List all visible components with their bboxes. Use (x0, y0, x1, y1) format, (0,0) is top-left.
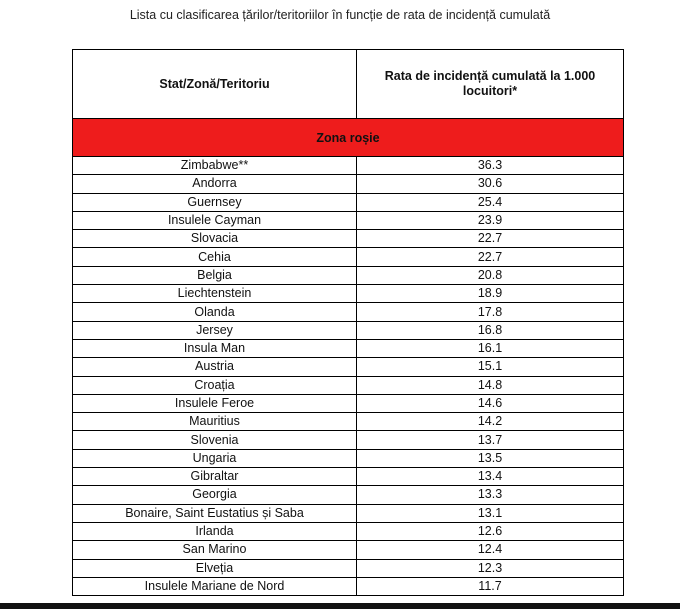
country-cell: Cehia (73, 248, 357, 266)
table-row (73, 285, 624, 303)
header-rate: Rata de incidență cumulată la 1.000 locuitori* (357, 50, 624, 119)
table-row (73, 522, 624, 540)
country-cell: Elveția (73, 559, 357, 577)
table-body (73, 50, 624, 596)
country-cell: Gibraltar (73, 468, 357, 486)
header-country: Stat/Zonă/Teritoriu (73, 50, 357, 119)
table-row (73, 431, 624, 449)
table-row (73, 175, 624, 193)
country-cell: Andorra (73, 175, 357, 193)
rate-cell: 16.8 (357, 321, 624, 339)
country-cell: Mauritius (73, 413, 357, 431)
rate-cell: 17.8 (357, 303, 624, 321)
country-cell: Bonaire, Saint Eustatius și Saba (73, 504, 357, 522)
table-row (73, 321, 624, 339)
zone-row (73, 119, 624, 157)
rate-cell: 12.4 (357, 541, 624, 559)
country-cell: Insulele Mariane de Nord (73, 577, 357, 595)
header-row (73, 50, 624, 119)
table-row (73, 211, 624, 229)
table-row (73, 193, 624, 211)
rate-cell: 12.6 (357, 522, 624, 540)
rate-cell: 16.1 (357, 339, 624, 357)
rate-cell: 18.9 (357, 285, 624, 303)
country-cell: Slovenia (73, 431, 357, 449)
table-row (73, 559, 624, 577)
rate-cell: 15.1 (357, 358, 624, 376)
bottom-edge-bar (0, 603, 680, 609)
country-cell: Croația (73, 376, 357, 394)
rate-cell: 14.8 (357, 376, 624, 394)
country-cell: Guernsey (73, 193, 357, 211)
country-cell: Insula Man (73, 339, 357, 357)
country-cell: Insulele Feroe (73, 394, 357, 412)
country-cell: Zimbabwe** (73, 157, 357, 175)
country-cell: Ungaria (73, 449, 357, 467)
country-cell: Austria (73, 358, 357, 376)
rate-cell: 20.8 (357, 266, 624, 284)
rate-cell: 22.7 (357, 230, 624, 248)
country-cell: Slovacia (73, 230, 357, 248)
table-row (73, 339, 624, 357)
rate-cell: 13.3 (357, 486, 624, 504)
table-row (73, 541, 624, 559)
table-row (73, 157, 624, 175)
country-cell: Georgia (73, 486, 357, 504)
table-row (73, 394, 624, 412)
country-cell: Belgia (73, 266, 357, 284)
country-cell: San Marino (73, 541, 357, 559)
rate-cell: 23.9 (357, 211, 624, 229)
rate-cell: 22.7 (357, 248, 624, 266)
incidence-table (72, 49, 624, 596)
rate-cell: 13.1 (357, 504, 624, 522)
rate-cell: 13.7 (357, 431, 624, 449)
page-title: Lista cu clasificarea țărilor/teritoriilor în funcție de rata de incidență cumulată (129, 8, 551, 22)
rate-cell: 12.3 (357, 559, 624, 577)
rate-cell: 14.6 (357, 394, 624, 412)
table-row (73, 449, 624, 467)
zone-label: Zona roșie (73, 119, 624, 157)
table-row (73, 230, 624, 248)
rate-cell: 13.5 (357, 449, 624, 467)
rate-cell: 36.3 (357, 157, 624, 175)
country-cell: Jersey (73, 321, 357, 339)
rate-cell: 30.6 (357, 175, 624, 193)
table-row (73, 468, 624, 486)
country-cell: Insulele Cayman (73, 211, 357, 229)
rate-cell: 13.4 (357, 468, 624, 486)
country-cell: Irlanda (73, 522, 357, 540)
table-row (73, 266, 624, 284)
table-row (73, 376, 624, 394)
table-row (73, 248, 624, 266)
table-row (73, 577, 624, 595)
table-row (73, 358, 624, 376)
country-cell: Olanda (73, 303, 357, 321)
rate-cell: 25.4 (357, 193, 624, 211)
rate-cell: 11.7 (357, 577, 624, 595)
table-row (73, 413, 624, 431)
country-cell: Liechtenstein (73, 285, 357, 303)
table-row (73, 486, 624, 504)
table-row (73, 303, 624, 321)
rate-cell: 14.2 (357, 413, 624, 431)
table-row (73, 504, 624, 522)
